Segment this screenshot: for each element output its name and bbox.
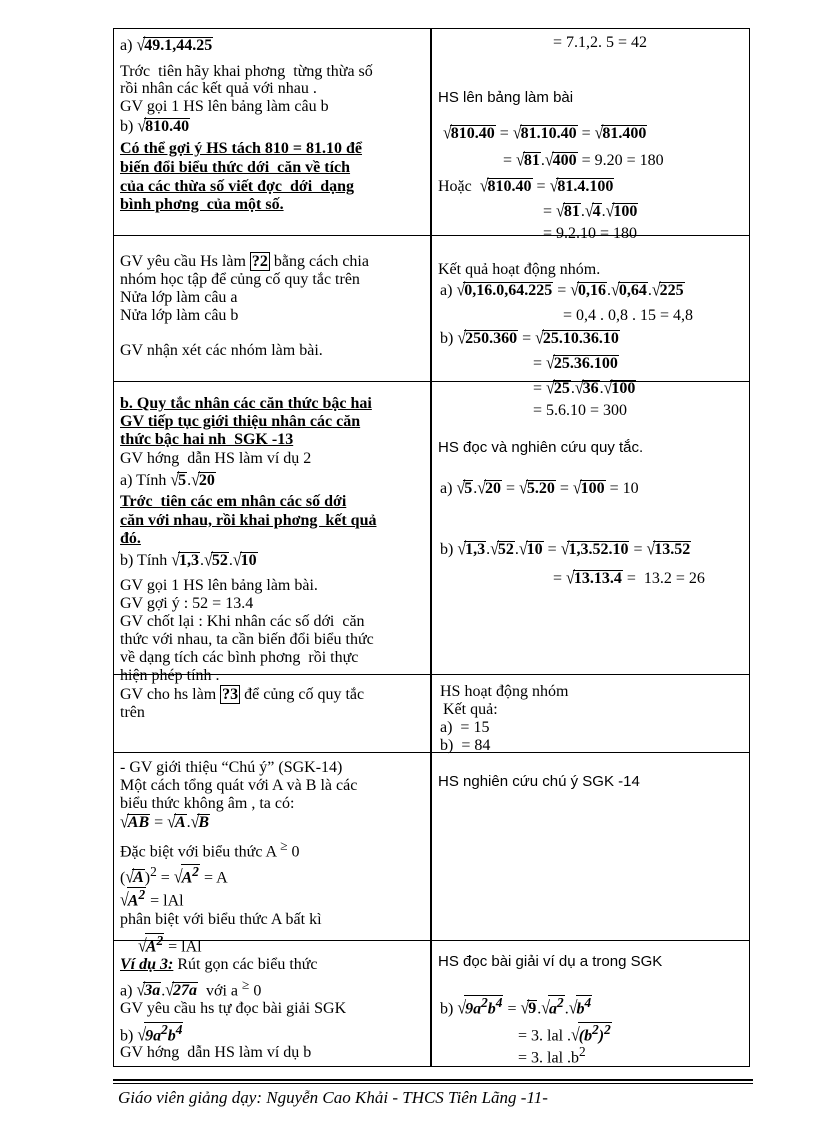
left-line-5: b) √810.40	[120, 116, 190, 137]
left-line-8: của các thừa số viết đợc dới dạng	[120, 178, 354, 195]
right-line-10: = 0,4 . 0,8 . 15 = 4,8	[563, 307, 694, 324]
left-line-30: GV cho hs làm ?3 để củng cố quy tắc	[120, 686, 365, 703]
left-line-27: thức với nhau, ta cần biến đổi biểu thức	[120, 631, 374, 648]
right-line-12: = √25.36.100	[533, 353, 618, 374]
left-line-3: rồi nhân các kết quả với nhau .	[120, 80, 317, 97]
right-line-20: Kết quả:	[443, 701, 498, 718]
left-line-22: đó.	[120, 530, 141, 547]
left-line-16: GV tiếp tục giới thiệu nhân các căn	[120, 413, 361, 430]
left-line-7: biến đổi biểu thức dới căn về tích	[120, 159, 351, 176]
left-line-34: biểu thức không âm , ta có:	[120, 795, 295, 812]
row-divider-2	[113, 381, 750, 382]
left-line-24: GV gọi 1 HS lên bảng làm bài.	[120, 577, 318, 594]
left-line-4: GV gọi 1 HS lên bảng làm câu b	[120, 98, 329, 115]
row-divider-5	[113, 940, 750, 941]
left-line-26: GV chốt lại : Khi nhân các số dới căn	[120, 613, 365, 630]
left-line-37: $(√A)^2 = √A^2 = A$	[120, 864, 228, 888]
left-line-38: $√A^2$ = lAl	[120, 887, 184, 911]
column-divider	[430, 28, 432, 1067]
right-line-11: b) √250.360 = √25.10.36.10	[440, 328, 619, 349]
left-line-28: về dạng tích các bình phơng rồi thực	[120, 649, 359, 666]
right-line-21: a) = 15	[440, 719, 490, 736]
left-line-2: Trớc tiên hãy khai phơng từng thừa số	[120, 63, 373, 80]
right-line-1: = 7.1,2. 5 = 42	[553, 34, 648, 51]
left-line-40: $√A^2$ = lAl	[138, 933, 202, 957]
right-line-23: HS nghiên cứu chú ý SGK -14	[438, 773, 640, 790]
left-line-1: a) √49.1,44.25	[120, 35, 213, 56]
right-line-15: HS đọc và nghiên cứu quy tắc.	[438, 439, 644, 456]
row-divider-4	[113, 752, 750, 753]
left-line-19: a) Tính √5.√20	[120, 470, 215, 491]
left-line-10: GV yêu cầu Hs làm ?2 bằng cách chia	[120, 253, 369, 270]
right-line-14: = 5.6.10 = 300	[533, 402, 628, 419]
left-line-45: GV hớng dẫn HS làm ví dụ b	[120, 1044, 312, 1061]
left-line-18: GV hớng dẫn HS làm ví dụ 2	[120, 450, 312, 467]
left-line-12: Nửa lớp làm câu a	[120, 289, 238, 306]
right-line-8: Kết quả hoạt động nhóm.	[438, 261, 601, 278]
right-line-2: HS lên bảng làm bài	[438, 89, 574, 106]
right-line-9: a) √0,16.0,64.225 = √0,16.√0,64.√225	[440, 280, 684, 301]
left-line-17: thức bậc hai nh SGK -13	[120, 431, 294, 448]
left-line-39: phân biệt với biểu thức A bất kì	[120, 911, 322, 928]
right-line-7: = 9.2.10 = 180	[543, 225, 638, 242]
right-line-4: = √81.√400 = 9.20 = 180	[503, 150, 664, 171]
left-line-33: Một cách tổng quát với A và B là các	[120, 777, 358, 794]
left-line-13: Nửa lớp làm câu b	[120, 307, 239, 324]
right-line-24: HS đọc bài giải ví dụ a trong SGK	[438, 953, 663, 970]
left-line-42: a) √3a.√27a với a ≥ 0	[120, 977, 262, 1001]
right-line-18: = √13.13.4 = 13.2 = 26	[553, 568, 705, 589]
left-line-14: GV nhận xét các nhóm làm bài.	[120, 342, 323, 359]
right-line-5: Hoặc √810.40 = √81.4.100	[438, 176, 614, 197]
right-line-3: √810.40 = √81.10.40 = √81.400	[443, 123, 647, 144]
footer-rule-thin	[113, 1083, 753, 1084]
left-line-9: bình phơng của một số.	[120, 196, 284, 213]
right-line-22: b) = 84	[440, 737, 491, 754]
footer-rule-thick	[113, 1079, 753, 1081]
left-line-32: - GV giới thiệu “Chú ý” (SGK-14)	[120, 759, 343, 776]
left-line-21: căn với nhau, rồi khai phơng kết quả	[120, 512, 377, 529]
left-line-20: Trớc tiên các em nhân các số dới	[120, 493, 347, 510]
right-line-19: HS hoạt động nhóm	[440, 683, 569, 700]
right-line-16: a) √5.√20 = √5.20 = √100 = 10	[440, 478, 639, 499]
left-line-25: GV gợi ý : 52 = 13.4	[120, 595, 254, 612]
right-line-6: = √81.√4.√100	[543, 201, 638, 222]
left-line-44: b) $√9a^2b^4$	[120, 1022, 183, 1046]
left-line-23: b) Tính √1,3.√52.√10	[120, 550, 257, 571]
left-line-41: Ví dụ 3: Rút gọn các biểu thức	[120, 956, 318, 973]
left-line-29: hiện phép tính .	[120, 667, 220, 684]
right-line-17: b) √1,3.√52.√10 = √1,3.52.10 = √13.52	[440, 539, 691, 560]
right-line-26: = 3. lal $.√(b^2)^2$	[518, 1022, 611, 1046]
left-line-43: GV yêu cầu hs tự đọc bài giải SGK	[120, 1000, 347, 1017]
left-line-31: trên	[120, 704, 145, 721]
right-line-13: = √25.√36.√100	[533, 378, 636, 399]
left-line-35: √AB = √A.√B	[120, 812, 210, 833]
row-divider-1	[113, 235, 750, 236]
left-line-15: b. Quy tắc nhân các căn thức bậc hai	[120, 395, 372, 412]
left-line-36: Đặc biệt với biểu thức A ≥ 0	[120, 838, 300, 861]
right-line-27: = 3. lal $.b^2$	[518, 1044, 586, 1067]
page-footer: Giáo viên giảng dạy: Nguyễn Cao Khải - THCS Tiên Lãng -11-	[118, 1088, 548, 1107]
right-line-25: b) $√9a^2b^4 = √9.√a^2.√b^4$	[440, 995, 592, 1019]
left-line-6: Có thể gợi ý HS tách 810 = 81.10 để	[120, 140, 362, 157]
left-line-11: nhóm học tập để củng cố quy tắc trên	[120, 271, 360, 288]
